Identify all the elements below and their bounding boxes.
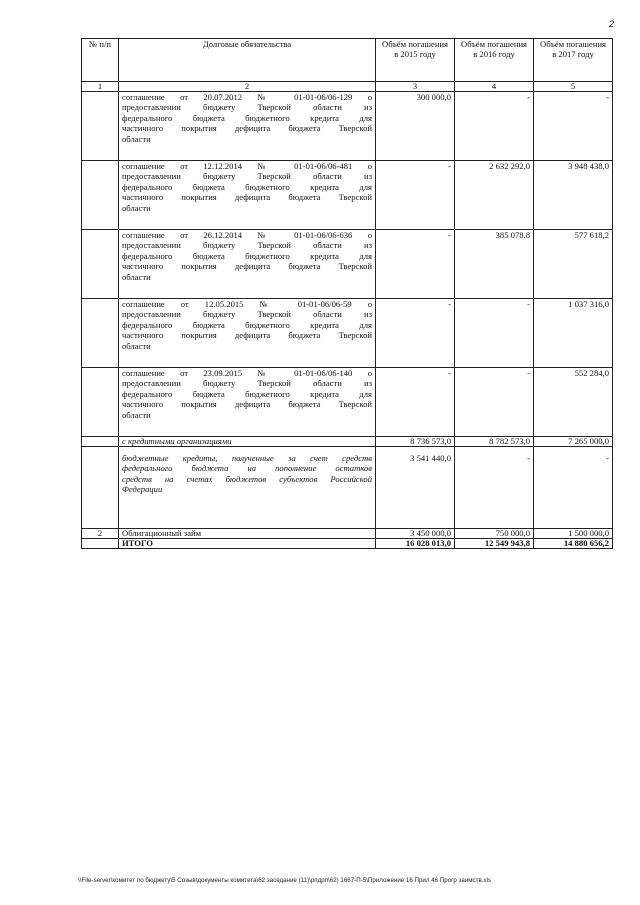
- text-line: федерального бюджета бюджетного кредита для: [122, 112, 372, 123]
- table-row-total: [82, 539, 613, 549]
- text-line: федерального бюджета бюджетного кредита для: [122, 250, 372, 261]
- text-line: предоставлении бюджету Тверской области из: [122, 309, 372, 320]
- text-line: области: [122, 133, 151, 144]
- text-line: соглашение от 12.12.2014 № 01-01-06/06-481 о: [122, 161, 372, 171]
- agreement-text: [119, 368, 376, 437]
- value-2015: -: [376, 299, 455, 368]
- total-label: ИТОГО: [119, 539, 376, 549]
- value-2015: -: [376, 368, 455, 437]
- text-line: федерального бюджета бюджетного кредита для: [122, 319, 372, 330]
- value-2015: 3 450 000,0: [376, 529, 455, 539]
- header-2015: Объём погашения в 2015 году: [376, 39, 455, 82]
- page-number: 2: [608, 19, 614, 29]
- text-line: предоставлении бюджету Тверской области из: [122, 102, 372, 113]
- value-2016: -: [455, 447, 534, 529]
- text-line: средств на счетах бюджетов субъектов Российской: [122, 473, 372, 484]
- header-2016: Объём погашения в 2016 году: [455, 39, 534, 82]
- bond-num: 2: [82, 529, 119, 539]
- agreement-text: [119, 230, 376, 299]
- value-2015: 300 000,0: [376, 92, 455, 161]
- col-number: 1: [82, 82, 119, 92]
- text-line: соглашение от 26.12.2014 № 01-01-06/06-636 о: [122, 230, 372, 240]
- debt-repayment-table: [81, 38, 613, 549]
- table-row-agreement: [82, 299, 613, 368]
- text-line: предоставлении бюджету Тверской области из: [122, 240, 372, 251]
- value-2016: 750 000,0: [455, 529, 534, 539]
- text-line: предоставлении бюджету Тверской области из: [122, 171, 372, 182]
- value-2017: -: [534, 92, 613, 161]
- value-2015: 8 736 573,0: [376, 437, 455, 447]
- value-2015: 3 541 440,0: [376, 447, 455, 529]
- text-line: частичного покрытия дефицита бюджета Тверской: [122, 123, 372, 134]
- credit-orgs-label: с кредитными организациями: [119, 437, 376, 447]
- value-2017: 1 037 316,0: [534, 299, 613, 368]
- table-row-agreement: [82, 92, 613, 161]
- value-2017: 7 265 000,0: [534, 437, 613, 447]
- num-cell: [82, 299, 119, 368]
- total-2016: 12 549 943,8: [455, 539, 534, 549]
- value-2016: 385 078.8: [455, 230, 534, 299]
- value-2017: 552 284,0: [534, 368, 613, 437]
- num-cell: [82, 92, 119, 161]
- value-2016: 2 632 292,0: [455, 161, 534, 230]
- header-obligations: Долговые обязательства: [119, 39, 376, 82]
- value-2017: 577 618,2: [534, 230, 613, 299]
- value-2016: -: [455, 92, 534, 161]
- agreement-text: [119, 299, 376, 368]
- budget-credits-text: [119, 447, 376, 529]
- num-cell: [82, 230, 119, 299]
- value-2016: 8 782 573,0: [455, 437, 534, 447]
- text-line: области: [122, 271, 151, 282]
- value-2016: -: [455, 368, 534, 437]
- col-number: 3: [376, 82, 455, 92]
- num-cell: [82, 161, 119, 230]
- value-2016: -: [455, 299, 534, 368]
- text-line: соглашение от 12.05.2015 № 01-01-06/06-59 о: [122, 299, 372, 309]
- value-2017: -: [534, 447, 613, 529]
- text-line: предоставлении бюджету Тверской области из: [122, 378, 372, 389]
- num-cell: [82, 447, 119, 529]
- agreement-text: [119, 161, 376, 230]
- num-cell: [82, 368, 119, 437]
- text-line: бюджетные кредиты, полученные за счет средств: [122, 453, 372, 463]
- table-row-bond-loan: [82, 529, 613, 539]
- header-2017: Объём погашения в 2017 году: [534, 39, 613, 82]
- text-line: соглашение от 23.09.2015 № 01-01-06/06-140 о: [122, 368, 372, 378]
- col-number: 2: [119, 82, 376, 92]
- total-2017: 14 880 656,2: [534, 539, 613, 549]
- text-line: области: [122, 409, 151, 420]
- table-row-credit-orgs: [82, 437, 613, 447]
- text-line: федерального бюджета бюджетного кредита для: [122, 181, 372, 192]
- column-number-row: [82, 82, 613, 92]
- num-cell: [82, 437, 119, 447]
- text-line: частичного покрытия дефицита бюджета Тверской: [122, 192, 372, 203]
- text-line: соглашение от 20.07.2012 № 01-01-06/06-129 о: [122, 92, 372, 102]
- header-num: № п/п: [82, 39, 119, 82]
- text-line: федерального бюджета бюджетного кредита для: [122, 388, 372, 399]
- table-row-agreement: [82, 161, 613, 230]
- value-2015: -: [376, 230, 455, 299]
- col-number: 4: [455, 82, 534, 92]
- text-line: области: [122, 340, 151, 351]
- text-line: федерального бюджета на пополнение остатков: [122, 463, 372, 474]
- table-row-agreement: [82, 368, 613, 437]
- agreement-text: [119, 92, 376, 161]
- text-line: Федерации: [122, 484, 163, 495]
- value-2017: 1 500 000,0: [534, 529, 613, 539]
- bond-loan-label: Облигационный займ: [119, 529, 376, 539]
- value-2015: -: [376, 161, 455, 230]
- table-header-row: [82, 39, 613, 82]
- value-2017: 3 948 438,0: [534, 161, 613, 230]
- col-number: 5: [534, 82, 613, 92]
- text-line: частичного покрытия дефицита бюджета Тверской: [122, 330, 372, 341]
- footer-file-path: \\File-server\комитет по бюджету\5 Созыв\документы комитета\62 заседание (11)\рпдрп\62) 1667-П-5\Приложение 16 Прил 46 Прогр заимств.xls: [78, 877, 492, 884]
- num-cell: [82, 539, 119, 549]
- text-line: области: [122, 202, 151, 213]
- total-2015: 16 028 013,0: [376, 539, 455, 549]
- table-row-agreement: [82, 230, 613, 299]
- text-line: частичного покрытия дефицита бюджета Тверской: [122, 261, 372, 272]
- table-row-budget-credits: [82, 447, 613, 529]
- text-line: частичного покрытия дефицита бюджета Тверской: [122, 399, 372, 410]
